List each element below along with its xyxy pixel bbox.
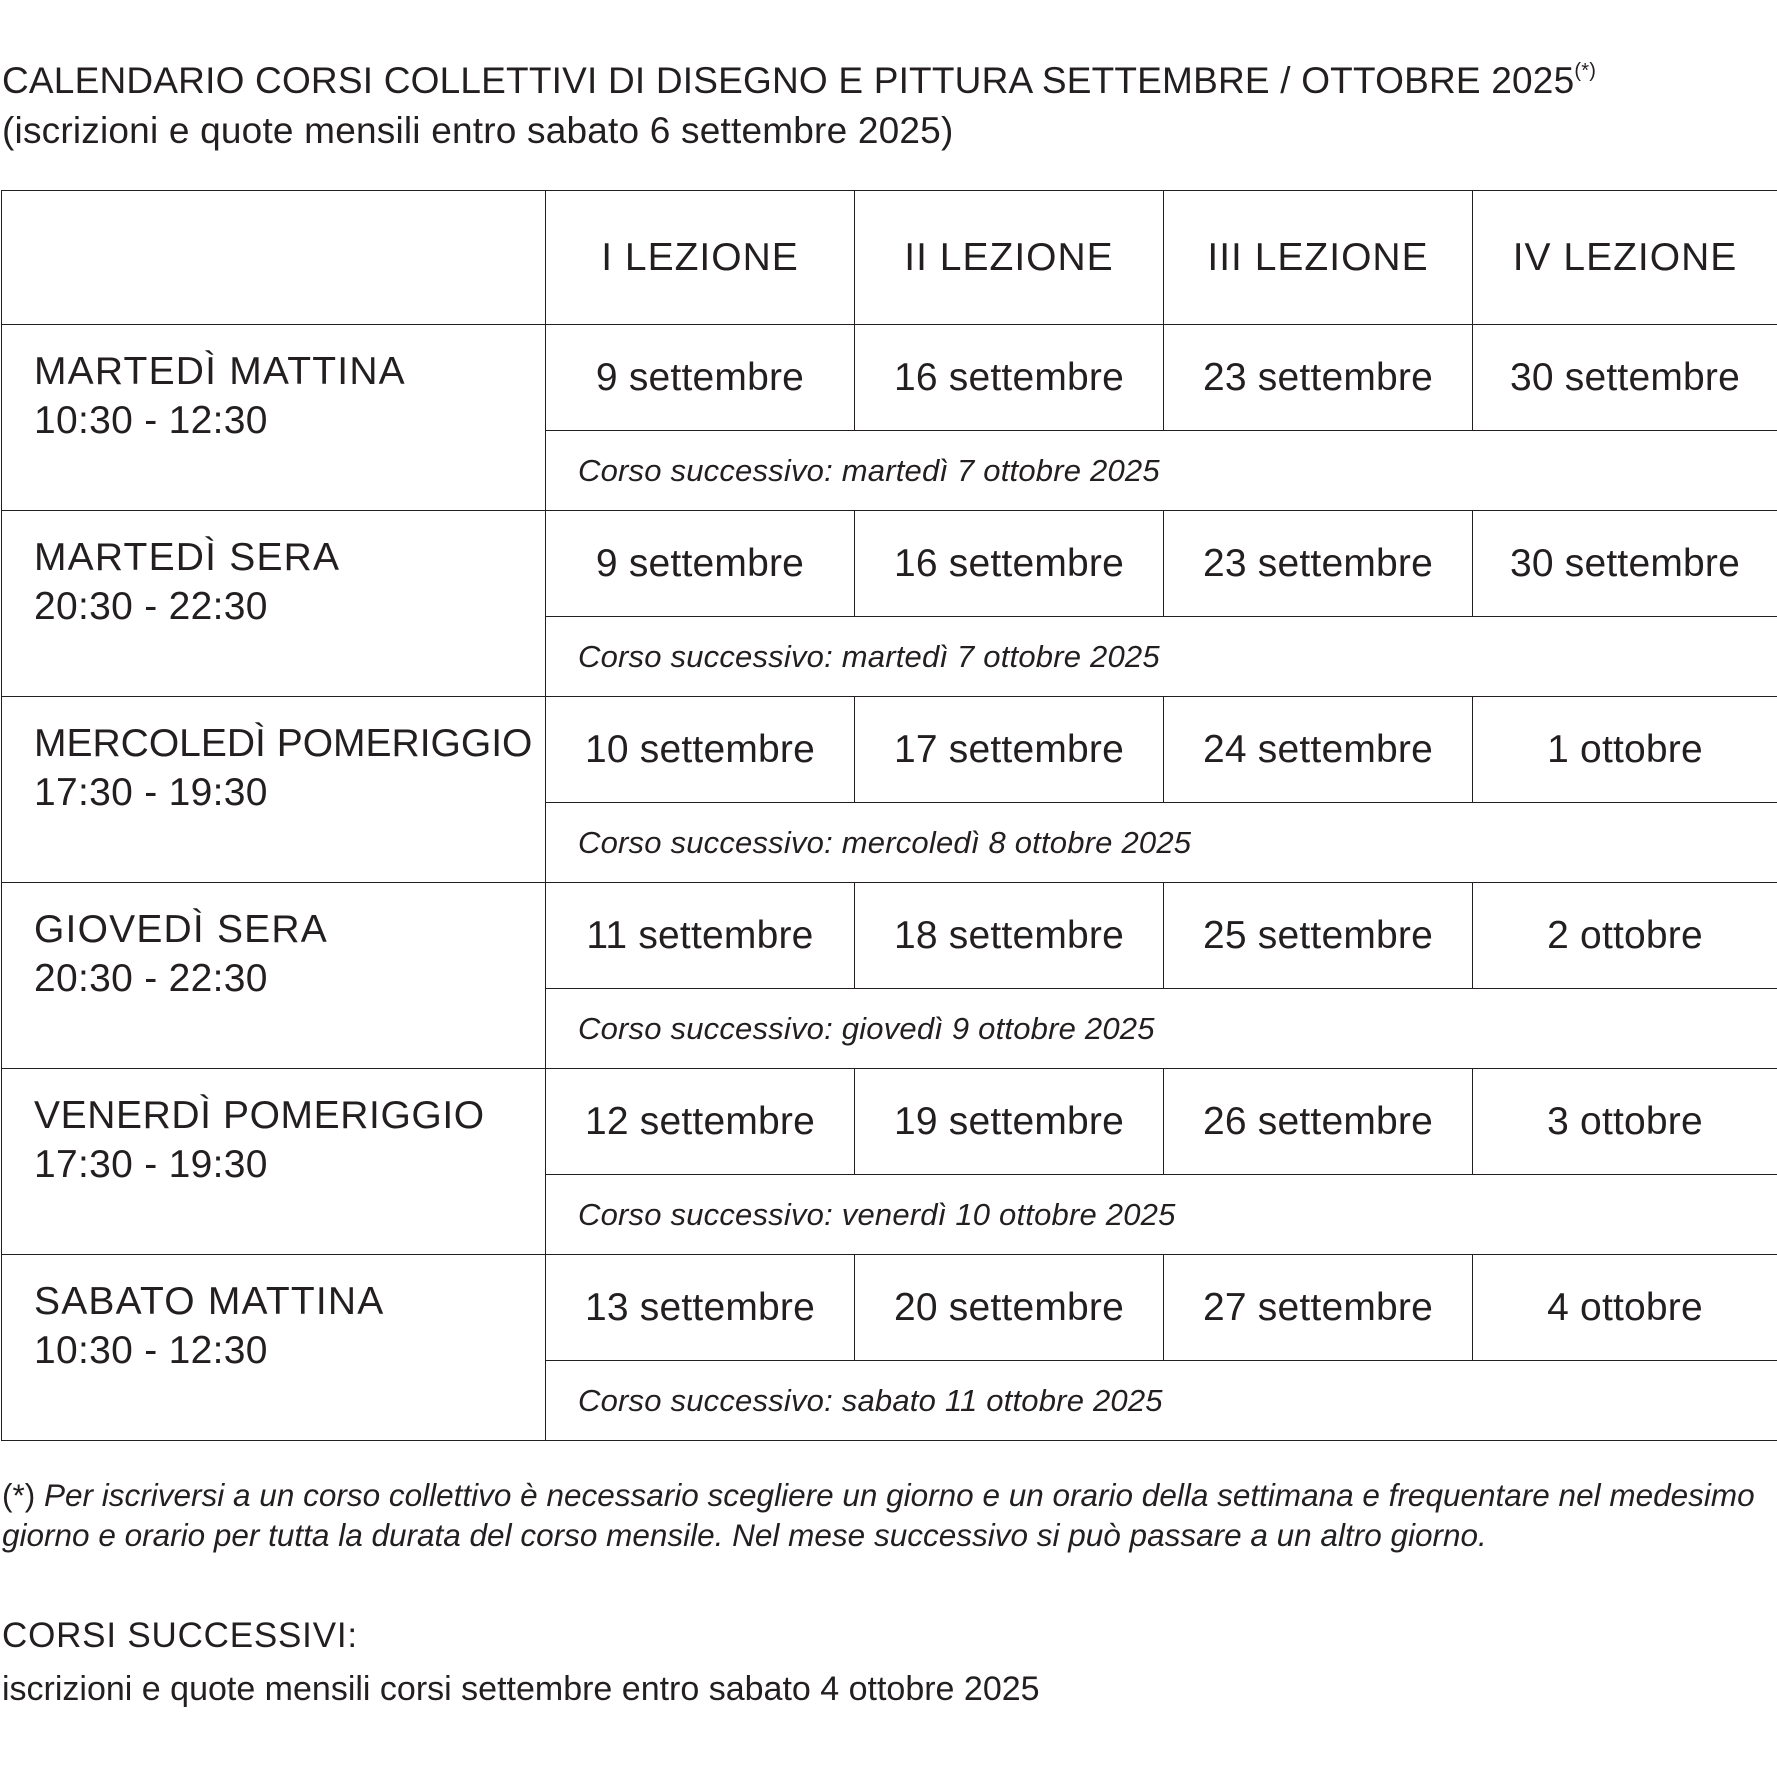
lesson-date: 10 settembre (546, 697, 855, 803)
day-time: 10:30 - 12:30 (34, 1329, 268, 1372)
day-cell (2, 1069, 546, 1255)
page-subtitle: (iscrizioni e quote mensili entro sabato 6 settembre 2025) (2, 110, 954, 151)
next-course-note: Corso successivo: venerdì 10 ottobre 2025 (546, 1175, 1777, 1255)
day-cell (2, 697, 546, 883)
day-time: 17:30 - 19:30 (34, 771, 268, 814)
page-title-text: CALENDARIO CORSI COLLETTIVI DI DISEGNO E PITTURA SETTEMBRE / OTTOBRE 2025 (2, 60, 1575, 101)
table-row (2, 325, 1777, 431)
lesson-date: 11 settembre (546, 883, 855, 989)
title-footnote-mark: (*) (1574, 60, 1597, 82)
title-block (2, 56, 1772, 156)
day-name: MARTEDÌ SERA (34, 536, 341, 579)
footnote-text: Per iscriversi a un corso collettivo è necessario scegliere un giorno e un orario della settimana e frequentare nel medesimo giorno e orario per tutta la durata del corso mensile. Nel mese successivo si può passare a un altro giorno. (2, 1477, 1755, 1553)
lesson-date: 30 settembre (1473, 511, 1777, 617)
footnote (2, 1475, 1777, 1555)
day-cell (2, 883, 546, 1069)
lesson-date: 16 settembre (855, 325, 1164, 431)
lesson-date: 13 settembre (546, 1255, 855, 1361)
day-name: GIOVEDÌ SERA (34, 908, 328, 951)
next-courses-heading: CORSI SUCCESSIVI: (2, 1616, 358, 1655)
table-row (2, 697, 1777, 803)
lesson-date: 16 settembre (855, 511, 1164, 617)
day-time: 20:30 - 22:30 (34, 957, 268, 1000)
column-header-lesson-1: I LEZIONE (546, 191, 855, 325)
table-row (2, 1069, 1777, 1175)
lesson-date: 9 settembre (546, 325, 855, 431)
column-header-lesson-2: II LEZIONE (855, 191, 1164, 325)
next-course-note: Corso successivo: giovedì 9 ottobre 2025 (546, 989, 1777, 1069)
day-name: VENERDÌ POMERIGGIO (34, 1094, 485, 1137)
column-header-empty (2, 191, 546, 325)
day-name: MARTEDÌ MATTINA (34, 350, 406, 393)
next-course-note: Corso successivo: mercoledì 8 ottobre 2025 (546, 803, 1777, 883)
day-name: MERCOLEDÌ POMERIGGIO (34, 722, 533, 765)
lesson-date: 3 ottobre (1473, 1069, 1777, 1175)
lesson-date: 24 settembre (1164, 697, 1473, 803)
next-courses-text: iscrizioni e quote mensili corsi settembre entro sabato 4 ottobre 2025 (2, 1670, 1040, 1708)
table-row (2, 511, 1777, 617)
column-header-lesson-3: III LEZIONE (1164, 191, 1473, 325)
header-row (2, 191, 1777, 325)
lesson-date: 12 settembre (546, 1069, 855, 1175)
lesson-date: 27 settembre (1164, 1255, 1473, 1361)
lesson-date: 18 settembre (855, 883, 1164, 989)
footnote-mark: (*) (2, 1477, 36, 1513)
day-time: 20:30 - 22:30 (34, 585, 268, 628)
day-cell (2, 511, 546, 697)
lesson-date: 20 settembre (855, 1255, 1164, 1361)
lesson-date: 2 ottobre (1473, 883, 1777, 989)
table-row (2, 1255, 1777, 1361)
day-cell (2, 1255, 546, 1441)
lesson-date: 17 settembre (855, 697, 1164, 803)
next-course-note: Corso successivo: martedì 7 ottobre 2025 (546, 431, 1777, 511)
day-cell (2, 325, 546, 511)
day-name: SABATO MATTINA (34, 1280, 385, 1323)
lesson-date: 1 ottobre (1473, 697, 1777, 803)
table-row (2, 883, 1777, 989)
lesson-date: 23 settembre (1164, 511, 1473, 617)
lesson-date: 25 settembre (1164, 883, 1473, 989)
page-title (2, 56, 1772, 106)
next-course-note: Corso successivo: martedì 7 ottobre 2025 (546, 617, 1777, 697)
lesson-date: 26 settembre (1164, 1069, 1473, 1175)
lesson-date: 19 settembre (855, 1069, 1164, 1175)
lesson-date: 9 settembre (546, 511, 855, 617)
lesson-date: 4 ottobre (1473, 1255, 1777, 1361)
next-course-note: Corso successivo: sabato 11 ottobre 2025 (546, 1361, 1777, 1441)
lesson-date: 30 settembre (1473, 325, 1777, 431)
day-time: 17:30 - 19:30 (34, 1143, 268, 1186)
day-time: 10:30 - 12:30 (34, 399, 268, 442)
schedule-table (1, 190, 1777, 1441)
lesson-date: 23 settembre (1164, 325, 1473, 431)
column-header-lesson-4: IV LEZIONE (1473, 191, 1777, 325)
